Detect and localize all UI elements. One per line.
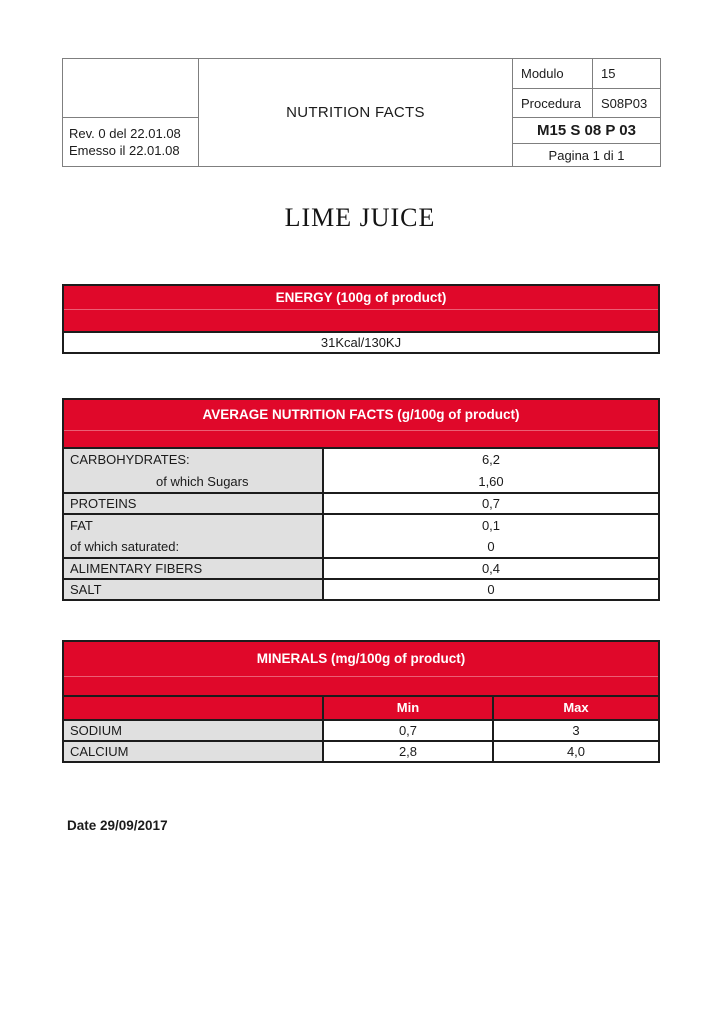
row-label: CARBOHYDRATES: xyxy=(70,452,190,467)
row-value: 0,4 xyxy=(324,559,658,578)
nutrition-header: AVERAGE NUTRITION FACTS (g/100g of product) xyxy=(64,400,658,431)
row-sublabel: of which saturated: xyxy=(70,539,180,554)
modulo-label: Modulo xyxy=(513,59,593,89)
revision-cell xyxy=(63,118,199,167)
row-value: 6,2 xyxy=(481,452,501,467)
minerals-subheader-row xyxy=(64,695,658,719)
nutrition-header-band xyxy=(64,400,658,447)
nutrition-header-spacer xyxy=(64,431,658,447)
product-title: LIME JUICE xyxy=(284,203,436,232)
header-empty-cell xyxy=(63,59,199,118)
document-code: M15 S 08 P 03 xyxy=(513,118,661,144)
energy-header: ENERGY (100g of product) xyxy=(64,286,658,310)
row-sublabel: of which Sugars xyxy=(156,474,249,489)
row-subvalue: 0 xyxy=(487,539,495,554)
row-label: ALIMENTARY FIBERS xyxy=(64,559,324,578)
table-row-proteins xyxy=(64,492,658,513)
row-label: SODIUM xyxy=(64,721,324,740)
row-label: SALT xyxy=(64,580,324,599)
row-value: 0,1 xyxy=(481,518,501,533)
table-row-fibers xyxy=(64,557,658,578)
row-value-cell xyxy=(324,449,658,492)
header-table xyxy=(62,58,661,167)
procedura-value: S08P03 xyxy=(593,89,661,118)
row-label: PROTEINS xyxy=(64,494,324,513)
row-value: 0 xyxy=(324,580,658,599)
row-label-cell xyxy=(64,449,324,492)
row-label: CALCIUM xyxy=(64,742,324,761)
table-row-calcium xyxy=(64,740,658,761)
energy-table xyxy=(62,284,660,354)
energy-header-band xyxy=(64,286,658,331)
row-label: FAT xyxy=(70,518,93,533)
minerals-header-band xyxy=(64,642,658,695)
row-min-value: 0,7 xyxy=(324,721,494,740)
minerals-header: MINERALS (mg/100g of product) xyxy=(64,642,658,677)
page-number: Pagina 1 di 1 xyxy=(513,144,661,167)
energy-header-spacer xyxy=(64,310,658,331)
energy-value: 31Kcal/130KJ xyxy=(64,331,658,352)
table-row-sodium xyxy=(64,719,658,740)
nutrition-table xyxy=(62,398,660,601)
row-value: 0,7 xyxy=(324,494,658,513)
row-label-cell xyxy=(64,515,324,557)
document-type-title: NUTRITION FACTS xyxy=(199,59,513,167)
date-line: Date 29/09/2017 xyxy=(67,818,168,833)
procedura-label: Procedura xyxy=(513,89,593,118)
minerals-header-spacer xyxy=(64,677,658,695)
issued-line: Emesso il 22.01.08 xyxy=(69,143,180,158)
table-row-carbohydrates-group xyxy=(64,447,658,492)
table-row-fat-group xyxy=(64,513,658,557)
row-max-value: 3 xyxy=(494,721,658,740)
row-value-cell xyxy=(324,515,658,557)
modulo-value: 15 xyxy=(593,59,661,89)
row-max-value: 4,0 xyxy=(494,742,658,761)
minerals-table xyxy=(62,640,660,763)
row-min-value: 2,8 xyxy=(324,742,494,761)
minerals-subheader-empty xyxy=(64,697,324,719)
column-header-min: Min xyxy=(324,697,494,719)
table-row-salt xyxy=(64,578,658,599)
revision-line: Rev. 0 del 22.01.08 xyxy=(69,126,181,141)
column-header-max: Max xyxy=(494,697,658,719)
row-subvalue: 1,60 xyxy=(478,474,504,489)
